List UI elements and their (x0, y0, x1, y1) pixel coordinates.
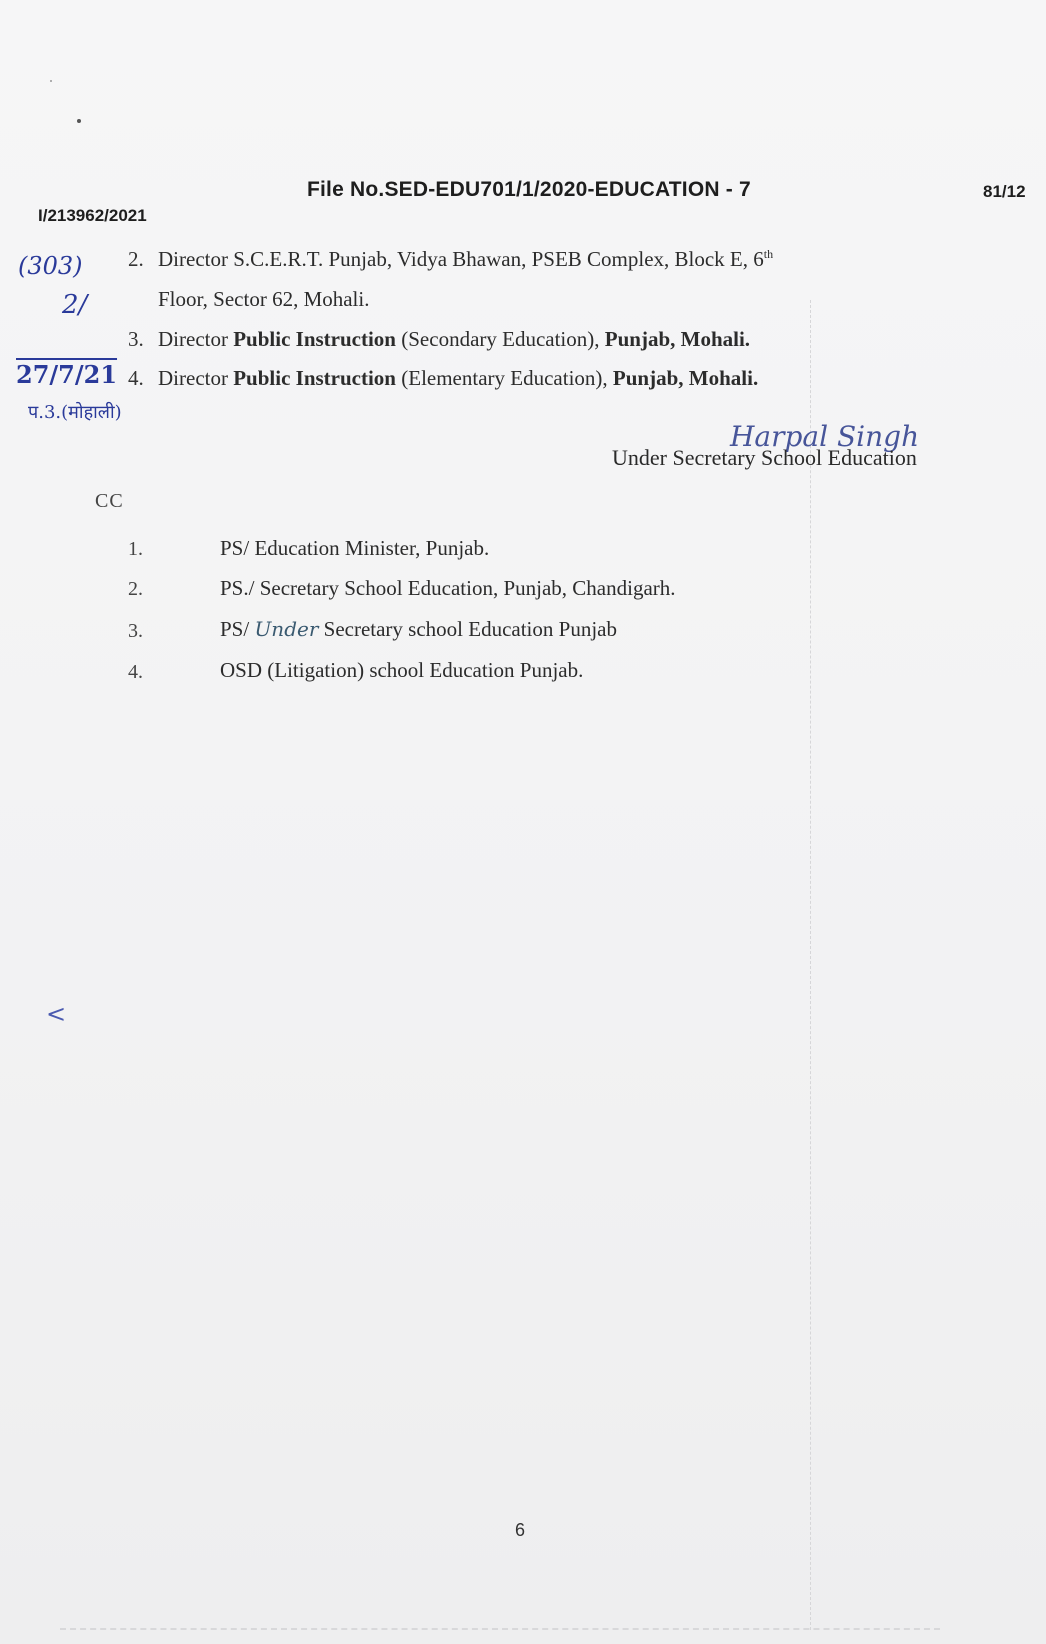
signature: Harpal Singh (730, 420, 920, 453)
cc-label: CC (95, 490, 124, 512)
addressee-text-bold: Punjab, Mohali. (612, 366, 759, 390)
cc-item-number: 4. (128, 661, 143, 683)
cc-item-number: 2. (128, 578, 143, 600)
cc-item-number: 1. (128, 538, 143, 560)
cc-item-text (220, 617, 617, 642)
margin-note-initial: 2/ (62, 290, 88, 320)
margin-note-hindi: प.3.(मोहाली) (28, 402, 122, 423)
addressee-text: (Elementary Education), (396, 366, 613, 390)
addressee-number: 4. (128, 366, 144, 390)
addressee-text: Director (158, 327, 234, 351)
addressee-text: Director S.C.E.R.T. Punjab, Vidya Bhawan, PSEB Complex, Block E, 6 (158, 247, 764, 271)
addressee-text-bold: Punjab, Mohali. (604, 327, 751, 351)
scan-speck (77, 119, 81, 123)
signatory-title: Under Secretary School Education (612, 445, 917, 470)
scan-fold-line (810, 300, 811, 1630)
addressee-text-bold: Public Instruction (233, 366, 396, 390)
addressee-text: (Secondary Education), (396, 327, 605, 351)
addressee-text: Director (158, 366, 234, 390)
page-number: 6 (515, 1520, 526, 1540)
addressee-superscript: th (763, 247, 774, 261)
cc-item-text: OSD (Litigation) school Education Punjab. (220, 658, 584, 682)
addressee-line-continued: Floor, Sector 62, Mohali. (158, 287, 370, 311)
page-reference: 81/12 (983, 182, 1026, 201)
addressee-line (158, 327, 750, 352)
scan-bottom-edge (60, 1628, 940, 1630)
addressee-text-bold: Public Instruction (233, 327, 396, 351)
cc-item-text-part: Secretary school Education Punjab (318, 617, 617, 641)
addressee-line (158, 366, 758, 391)
cc-item-text: PS./ Secretary School Education, Punjab, Chandigarh. (220, 576, 676, 600)
scan-speck (50, 80, 52, 82)
cc-item-text: PS/ Education Minister, Punjab. (220, 536, 490, 560)
addressee-number: 3. (128, 327, 144, 351)
margin-date-note: 27/7/21 (16, 360, 118, 389)
receipt-number: I/213962/2021 (38, 206, 147, 225)
cc-item-number: 3. (128, 620, 143, 642)
margin-note-number: (303) (18, 252, 83, 280)
cc-item-handwritten-insert: Under (254, 617, 319, 641)
addressee-line (158, 247, 773, 272)
cc-item-text-part: PS/ (220, 617, 255, 641)
addressee-number: 2. (128, 247, 144, 271)
margin-mark: < (46, 1000, 67, 1028)
file-number: File No.SED-EDU701/1/2020-EDUCATION - 7 (307, 178, 751, 201)
